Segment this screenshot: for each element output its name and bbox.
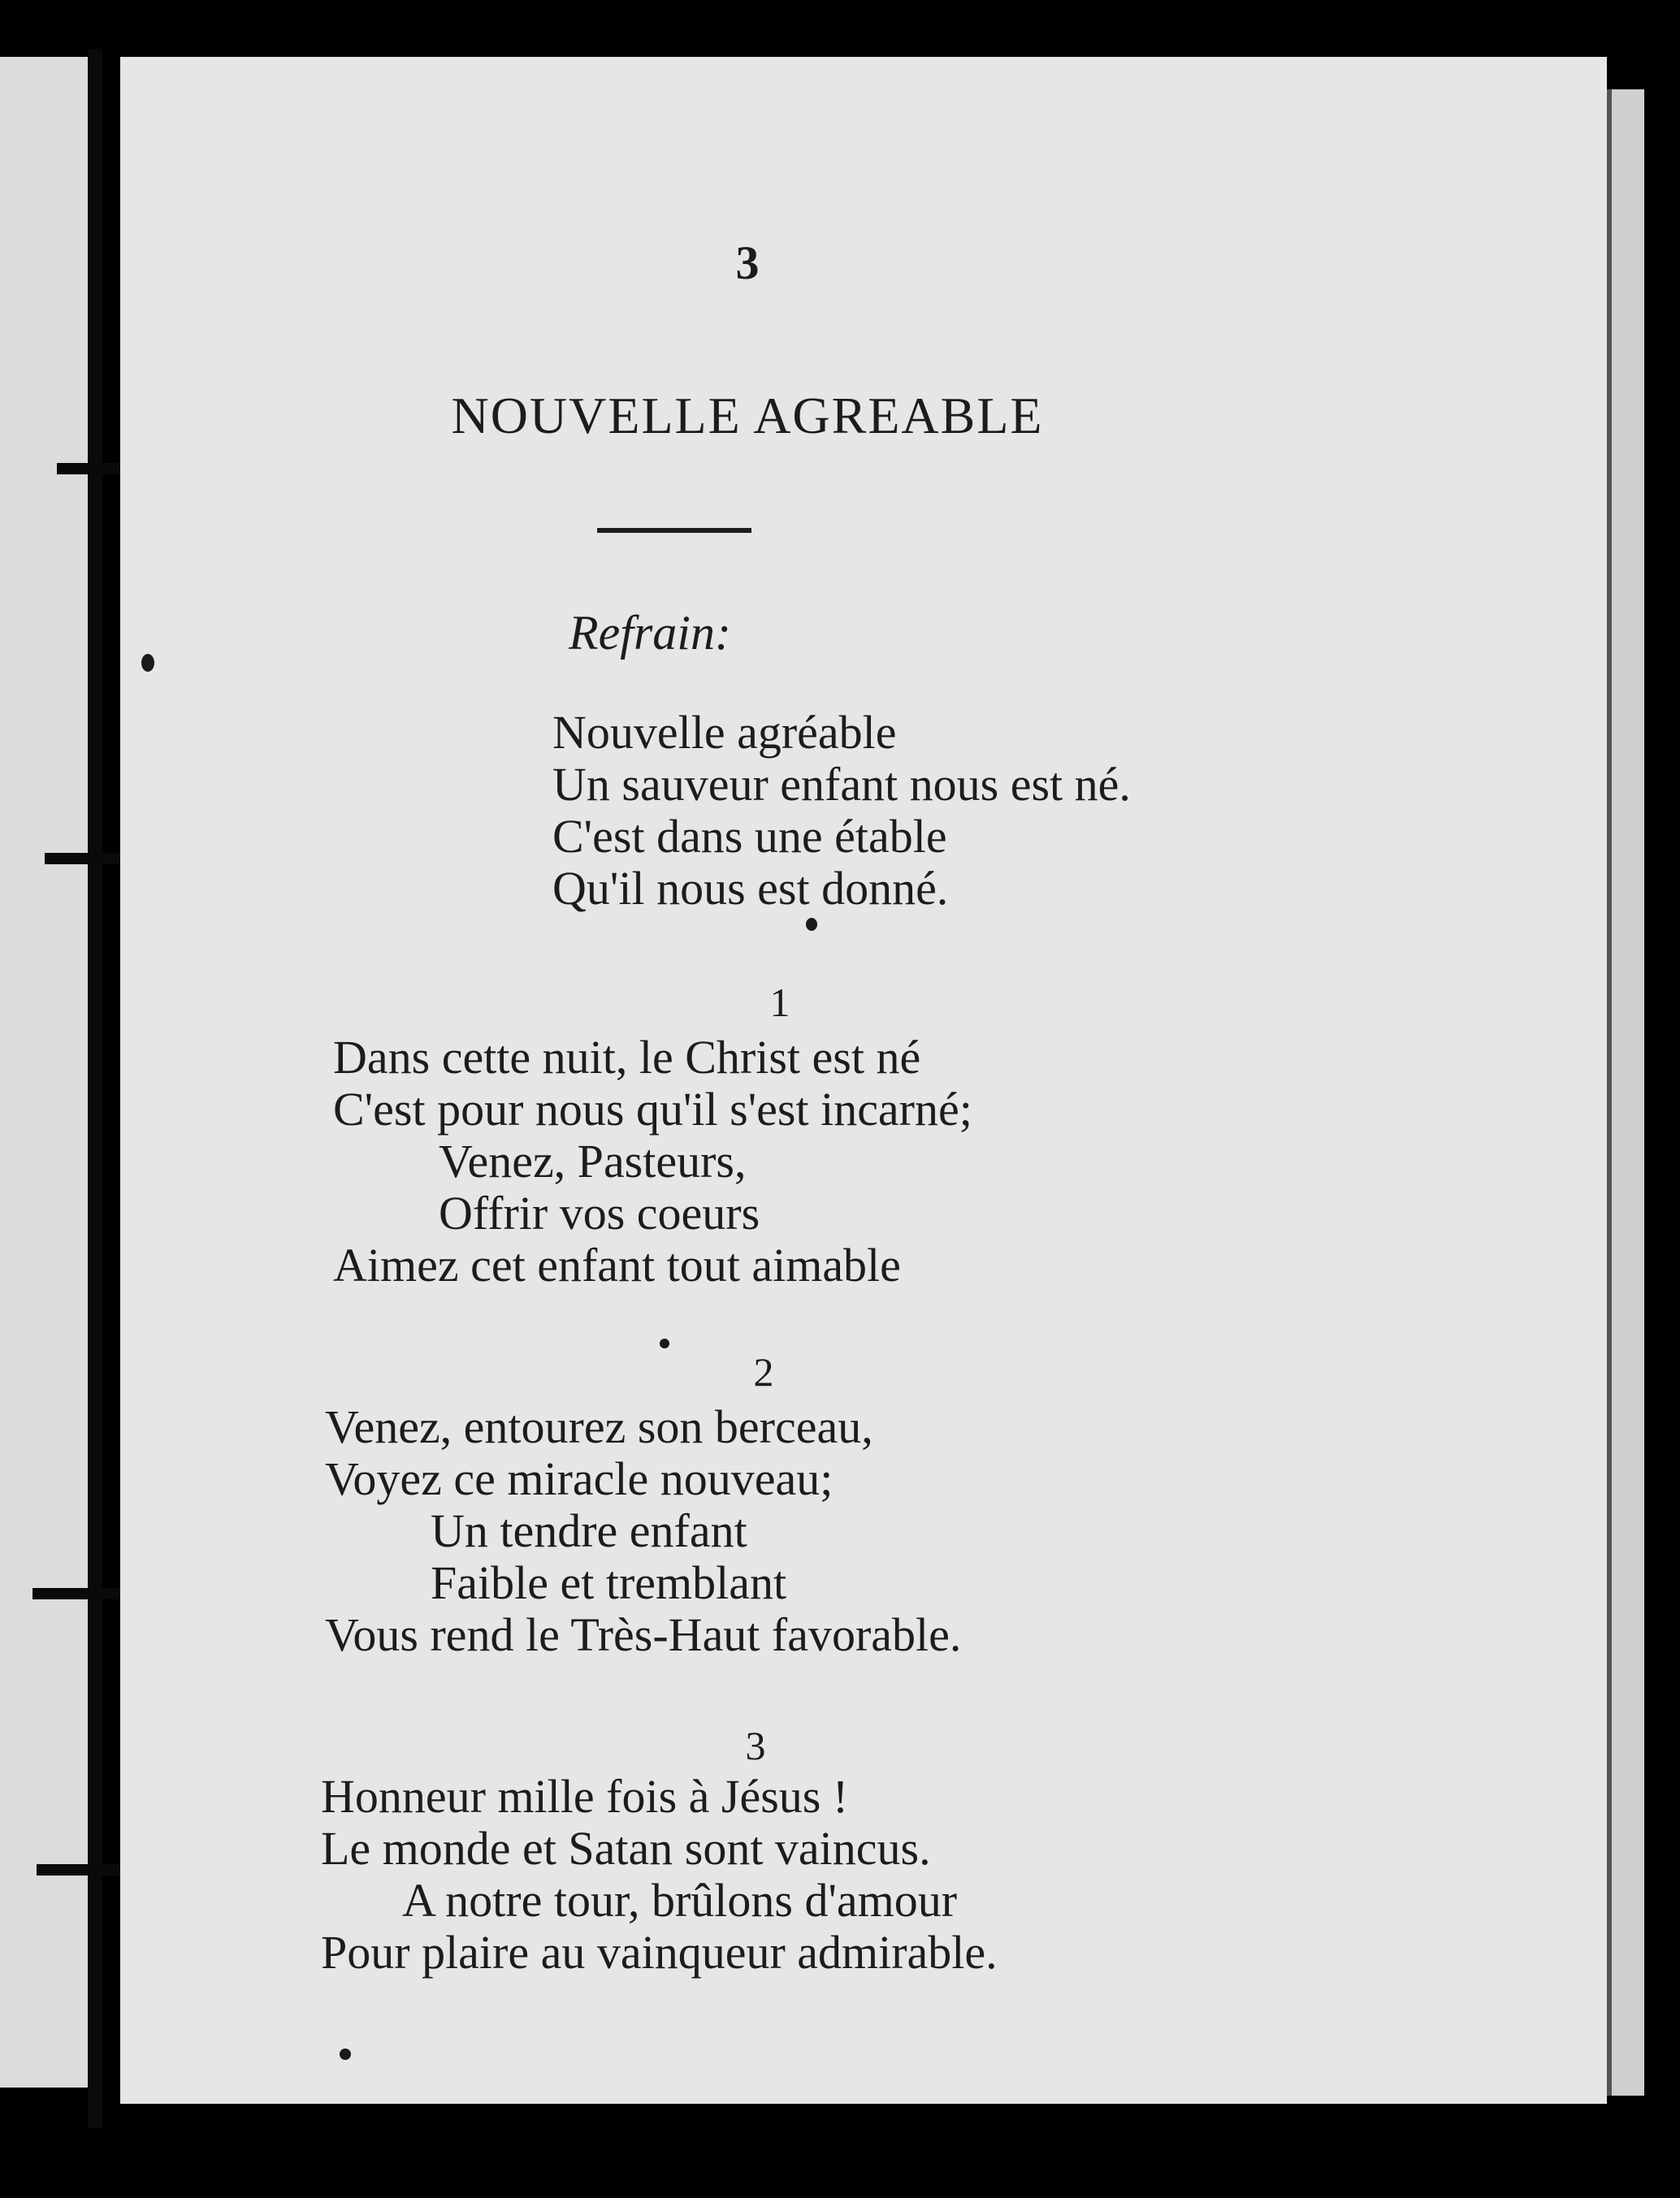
verse-line: Venez, entourez son berceau, (325, 1400, 873, 1453)
refrain-line: Qu'il nous est donné. (552, 862, 949, 915)
verse-stanza (333, 1032, 972, 1292)
verse-line: Dans cette nuit, le Christ est né (333, 1031, 921, 1084)
refrain-line: Nouvelle agréable (552, 706, 897, 759)
verse-line: Le monde et Satan sont vaincus. (321, 1822, 931, 1875)
binding-tick (37, 1864, 134, 1876)
page-number: 3 (735, 236, 760, 289)
binding-line (88, 49, 102, 2128)
refrain-label: Refrain: (569, 606, 731, 660)
ink-spot (340, 2049, 351, 2060)
ink-spot (660, 1339, 669, 1348)
verse-number: 2 (753, 1349, 774, 1395)
verse-number: 1 (769, 980, 790, 1025)
verse-stanza (321, 1771, 998, 1979)
ink-spot (141, 654, 154, 672)
verse-line: Aimez cet enfant tout aimable (333, 1239, 901, 1292)
facing-page-edge (0, 57, 102, 2088)
page-right-edge (1607, 89, 1644, 2096)
refrain-line: Un sauveur enfant nous est né. (552, 758, 1131, 811)
verse-number: 3 (745, 1723, 766, 1768)
verse-line: C'est pour nous qu'il s'est incarné; (333, 1083, 972, 1136)
refrain-line: C'est dans une étable (552, 810, 947, 863)
verse-line: Offrir vos coeurs (439, 1187, 760, 1240)
verse-line: A notre tour, brûlons d'amour (402, 1874, 958, 1927)
verse-line: Pour plaire au vainqueur admirable. (321, 1926, 998, 1979)
verse-line: Vous rend le Très-Haut favorable. (325, 1608, 962, 1661)
verse-line: Faible et tremblant (431, 1556, 787, 1609)
song-title: NOUVELLE AGREABLE (451, 387, 1044, 444)
verse-stanza (325, 1401, 961, 1661)
refrain-stanza (552, 707, 1131, 915)
verse-line: Un tendre enfant (431, 1504, 747, 1557)
verse-line: Venez, Pasteurs, (439, 1135, 747, 1188)
title-rule (597, 528, 751, 533)
verse-line: Honneur mille fois à Jésus ! (321, 1770, 849, 1823)
ink-spot (806, 918, 817, 931)
verse-line: Voyez ce miracle nouveau; (325, 1452, 834, 1505)
